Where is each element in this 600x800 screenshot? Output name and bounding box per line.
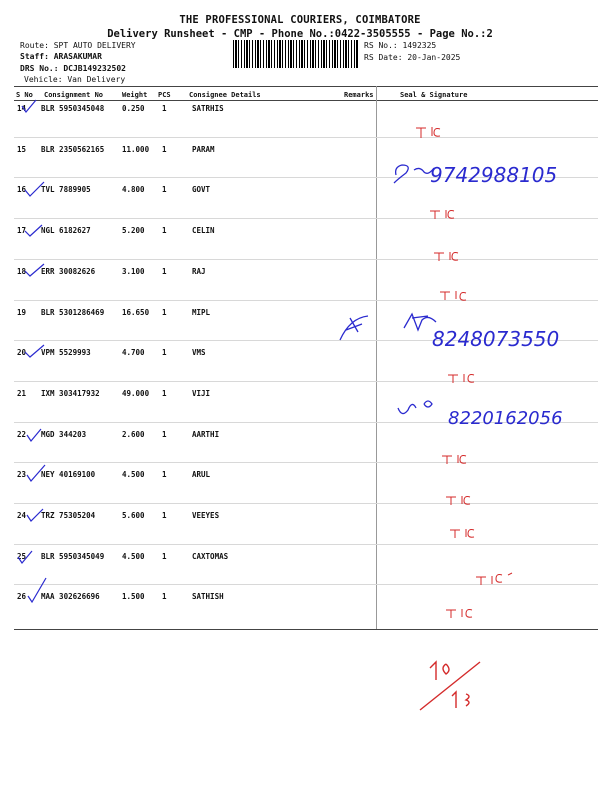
- check-mark-16: [25, 182, 44, 196]
- company-title: THE PROFESSIONAL COURIERS, COIMBATORE: [179, 14, 421, 26]
- col-consignment: Consignment No: [44, 91, 104, 99]
- cell-consignee: SATRHIS: [192, 104, 224, 113]
- cell-sno: 14: [17, 104, 27, 113]
- cell-consignee: MIPL: [192, 308, 211, 317]
- cell-sno: 17: [17, 226, 27, 235]
- check-mark-24: [27, 509, 43, 521]
- cell-consignment: IXM 303417932: [41, 389, 100, 398]
- cell-sno: 15: [17, 145, 27, 154]
- cell-pcs: 1: [162, 348, 167, 357]
- check-mark-20: [25, 345, 44, 357]
- cell-consignment: VPM 5529993: [41, 348, 91, 357]
- col-consignee: Consignee Details: [189, 91, 261, 99]
- cell-sno: 16: [17, 185, 27, 194]
- bracket-mark: [340, 316, 368, 340]
- check-mark-23: [27, 465, 45, 481]
- red-stamps: [416, 127, 512, 618]
- check-mark-25: [18, 551, 32, 563]
- cell-sno: 21: [17, 389, 27, 398]
- cell-sno: 20: [17, 348, 27, 357]
- cell-consignment: BLR 5950345048: [41, 104, 105, 113]
- cell-consignment: BLR 5301286469: [41, 308, 105, 317]
- cell-weight: 4.800: [122, 185, 145, 194]
- cell-sno: 19: [17, 308, 27, 317]
- check-mark-17: [25, 225, 42, 236]
- check-mark-18: [25, 264, 44, 276]
- signature-21: [398, 401, 432, 414]
- cell-pcs: 1: [162, 145, 167, 154]
- cell-pcs: 1: [162, 430, 167, 439]
- cell-consignee: GOVT: [192, 185, 211, 194]
- col-seal-signature: Seal & Signature: [400, 91, 468, 99]
- phone-number-19: 8248073550: [432, 327, 560, 351]
- cell-weight: 4.500: [122, 552, 145, 561]
- cell-pcs: 1: [162, 592, 167, 601]
- cell-pcs: 1: [162, 511, 167, 520]
- cell-sno: 23: [17, 470, 27, 479]
- cell-weight: 1.500: [122, 592, 145, 601]
- cell-pcs: 1: [162, 185, 167, 194]
- cell-consignment: TRZ 75305204: [41, 511, 96, 520]
- col-remarks: Remarks: [344, 91, 374, 99]
- cell-consignment: ERR 30082626: [41, 267, 96, 276]
- cell-consignee: AARTHI: [192, 430, 220, 439]
- cell-pcs: 1: [162, 104, 167, 113]
- cell-sno: 24: [17, 511, 27, 520]
- rs-number: RS No.: 1492325: [364, 41, 437, 50]
- cell-weight: 2.600: [122, 430, 145, 439]
- rs-date: RS Date: 20-Jan-2025: [364, 53, 461, 62]
- cell-consignee: ARUL: [192, 470, 211, 479]
- cell-sno: 25: [17, 552, 27, 561]
- phone-number-21: 8220162056: [448, 408, 563, 429]
- cell-consignee: CELIN: [192, 226, 215, 235]
- cell-consignment: BLR 2350562165: [41, 145, 105, 154]
- cell-weight: 0.250: [122, 104, 145, 113]
- cell-consignment: BLR 5950345049: [41, 552, 105, 561]
- signature-15: [394, 165, 434, 183]
- cell-consignment: MGD 344203: [41, 430, 87, 439]
- cell-consignment: NEY 40169100: [41, 470, 96, 479]
- cell-pcs: 1: [162, 470, 167, 479]
- cell-weight: 5.600: [122, 511, 145, 520]
- cell-consignee: VEEYES: [192, 511, 220, 520]
- cell-weight: 3.100: [122, 267, 145, 276]
- phone-number-15: 9742988105: [430, 163, 558, 187]
- cell-consignment: NGL 6182627: [41, 226, 91, 235]
- runsheet-subtitle: Delivery Runsheet - CMP - Phone No.:0422-3505555 - Page No.:2: [107, 28, 493, 40]
- cell-pcs: 1: [162, 308, 167, 317]
- cell-consignment: TVL 7889905: [41, 185, 91, 194]
- cell-weight: 49.000: [122, 389, 150, 398]
- cell-consignee: VIJI: [192, 389, 211, 398]
- cell-consignee: PARAM: [192, 145, 215, 154]
- cell-weight: 4.700: [122, 348, 145, 357]
- drs-label: DRS No.: DCJB149232502: [20, 64, 126, 73]
- cell-pcs: 1: [162, 226, 167, 235]
- col-sno: S No: [16, 91, 33, 99]
- page-tally-mark: [420, 662, 480, 710]
- col-weight: Weight: [122, 91, 148, 99]
- cell-sno: 18: [17, 267, 27, 276]
- cell-pcs: 1: [162, 267, 167, 276]
- cell-pcs: 1: [162, 389, 167, 398]
- cell-weight: 4.500: [122, 470, 145, 479]
- check-marks: [18, 100, 46, 602]
- vehicle-label: Vehicle: Van Delivery: [24, 75, 126, 84]
- check-mark-22: [27, 429, 41, 441]
- cell-weight: 5.200: [122, 226, 145, 235]
- cell-sno: 22: [17, 430, 27, 439]
- cell-consignee: RAJ: [192, 267, 206, 276]
- check-mark-14: [22, 100, 36, 112]
- cell-consignment: MAA 302626696: [41, 592, 100, 601]
- cell-consignee: VMS: [192, 348, 206, 357]
- route-label: Route: SPT AUTO DELIVERY: [20, 41, 136, 50]
- cell-weight: 16.650: [122, 308, 150, 317]
- staff-label: Staff: ARASAKUMAR: [20, 52, 102, 61]
- cell-sno: 26: [17, 592, 27, 601]
- cell-consignee: CAXTOMAS: [192, 552, 229, 561]
- cell-weight: 11.000: [122, 145, 150, 154]
- cell-pcs: 1: [162, 552, 167, 561]
- cell-consignee: SATHISH: [192, 592, 224, 601]
- check-mark-26: [28, 578, 46, 602]
- col-pcs: PCS: [158, 91, 171, 99]
